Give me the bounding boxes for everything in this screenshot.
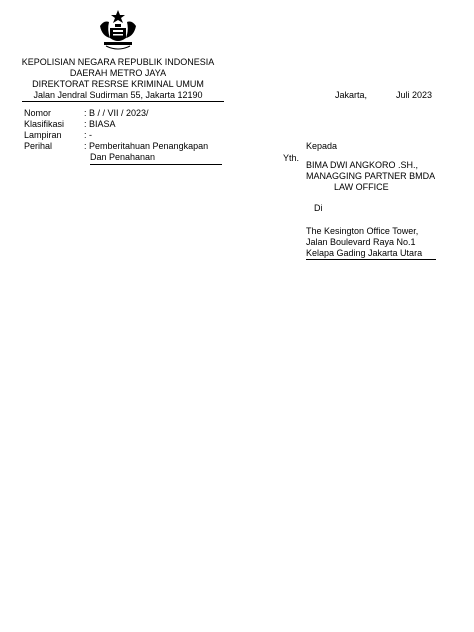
recipient-yth: Yth.	[283, 153, 300, 163]
header-line-2: DAERAH METRO JAYA	[69, 68, 167, 78]
meta-label-klasifikasi: Klasifikasi	[24, 119, 65, 129]
recipient-kepada: Kepada	[306, 141, 338, 151]
meta-value-klasifikasi: : BIASA	[84, 119, 116, 129]
meta-value-perihal: : Pemberitahuan Penangkapan	[84, 141, 209, 151]
header-line-1: KEPOLISIAN NEGARA REPUBLIK INDONESIA	[21, 57, 215, 67]
police-emblem-icon	[96, 8, 140, 52]
header-line-4: Jalan Jendral Sudirman 55, Jakarta 12190	[33, 90, 203, 100]
recipient-name: BIMA DWI ANGKORO .SH.,	[306, 160, 419, 170]
recipient-di: Di	[314, 203, 323, 213]
perihal-underline	[90, 164, 222, 165]
meta-label-lampiran: Lampiran	[24, 130, 62, 140]
meta-label-nomor: Nomor	[24, 108, 52, 118]
header-line-3: DIREKTORAT RESRSE KRIMINAL UMUM	[32, 79, 204, 89]
recipient-address-2: Jalan Boulevard Raya No.1	[306, 237, 416, 247]
recipient-title: MANAGGING PARTNER BMDA	[306, 171, 436, 181]
recipient-address-1: The Kesington Office Tower,	[306, 226, 419, 236]
meta-value-perihal-cont: Dan Penahanan	[90, 152, 156, 162]
date: Juli 2023	[396, 90, 433, 100]
meta-value-lampiran: : -	[84, 130, 92, 140]
header-underline	[22, 101, 224, 102]
place: Jakarta,	[335, 90, 368, 100]
recipient-office: LAW OFFICE	[334, 182, 389, 192]
meta-label-perihal: Perihal	[24, 141, 53, 151]
meta-value-nomor: : B / / VII / 2023/	[84, 108, 149, 118]
address-underline	[306, 259, 436, 260]
recipient-address-3: Kelapa Gading Jakarta Utara	[306, 248, 423, 258]
